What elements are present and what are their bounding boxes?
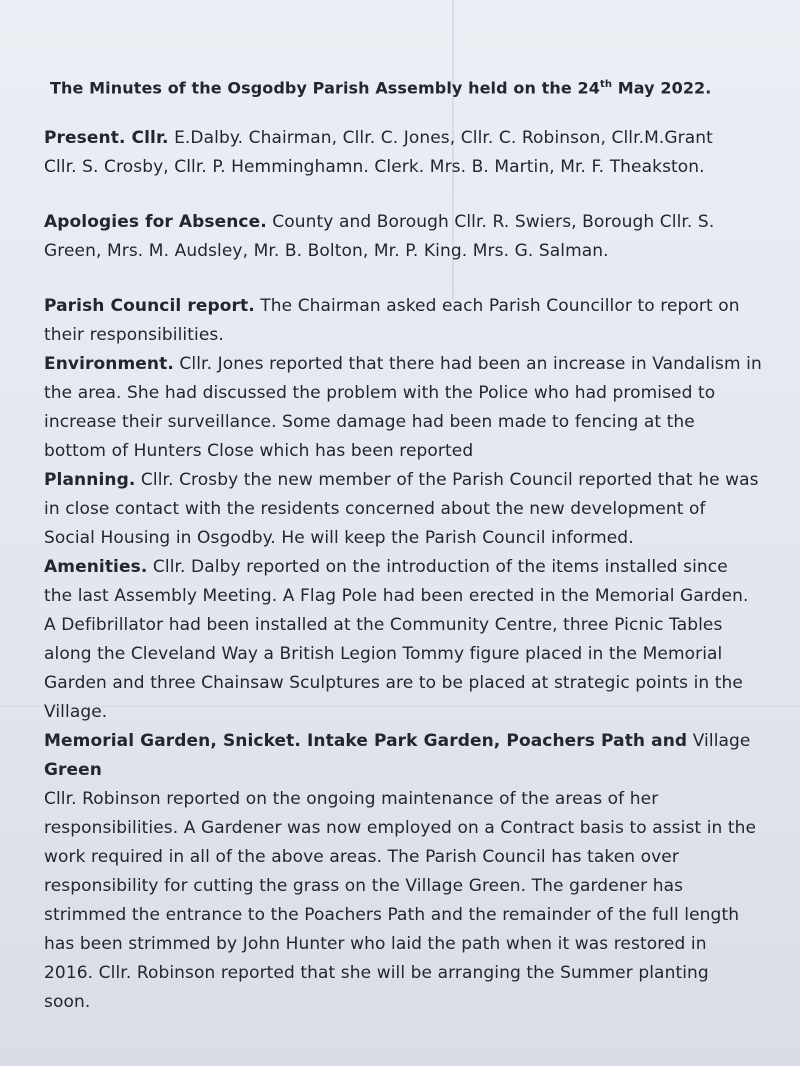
section-present: Present. Cllr. E.Dalby. Chairman, Cllr. C. Jones, Cllr. C. Robinson, Cllr.M.Grant Cllr. S. Crosby, Cllr. P. Hemminghamn. Clerk. Mrs. B. Martin, Mr. F. Theakston. <box>44 128 713 178</box>
section-heading: Environment. <box>44 354 174 375</box>
section-heading: Planning. <box>44 470 136 491</box>
section-heading: Green <box>44 760 102 781</box>
section-environment: Environment. Cllr. Jones reported that there had been an increase in Vandalism in the area. She had discussed the problem with the Police who had promised to increase their surveillance. Some damage had been made to fencing at the bottom of Hunters Close which has been reported <box>44 354 762 462</box>
section-apologies: Apologies for Absence. County and Borough Cllr. R. Swiers, Borough Cllr. S. Green, Mrs. M. Audsley, Mr. B. Bolton, Mr. P. King. Mrs. G. Salman. <box>44 212 715 262</box>
section-heading: Parish Council report. <box>44 296 255 317</box>
minutes-body <box>44 70 764 1017</box>
section-heading: Memorial Garden, Snicket. Intake Park Garden, Poachers Path and <box>44 731 688 752</box>
section-amenities: Amenities. Cllr. Dalby reported on the introduction of the items installed since the last Assembly Meeting. A Flag Pole had been erected in the Memorial Garden. A Defibrillator had been installed at the Community Centre, three Picnic Tables along the Cleveland Way a British Legion Tommy figure placed in the Memorial Garden and three Chainsaw Sculptures are to be placed at strategic points in the Village. <box>44 557 749 723</box>
section-parish-council-report: Parish Council report. The Chairman asked each Parish Councillor to report on their responsibilities. <box>44 296 740 346</box>
document-title: The Minutes of the Osgodby Parish Assembly held on the 24th May 2022. <box>50 78 712 98</box>
section-heading: Apologies for Absence. <box>44 212 267 233</box>
section-heading: Present. Cllr. <box>44 128 169 149</box>
section-heading: Amenities. <box>44 557 148 578</box>
section-memorial-garden: Memorial Garden, Snicket. Intake Park Garden, Poachers Path and Village Green Cllr. Robinson reported on the ongoing maintenance of the areas of her responsibilities. A Gardener was now employed on a Contract basis to assist in the work required in all of the above areas. The Parish Council has taken over responsibility for cutting the grass on the Village Green. The gardener has strimmed the entrance to the Poachers Path and the remainder of the full length has been strimmed by John Hunter who laid the path when it was restored in 2016. Cllr. Robinson reported that she will be arranging the Summer planting soon. <box>44 727 764 1017</box>
section-planning: Planning. Cllr. Crosby the new member of the Parish Council reported that he was in close contact with the residents concerned about the new development of Social Housing in Osgodby. He will keep the Parish Council informed. <box>44 470 759 549</box>
